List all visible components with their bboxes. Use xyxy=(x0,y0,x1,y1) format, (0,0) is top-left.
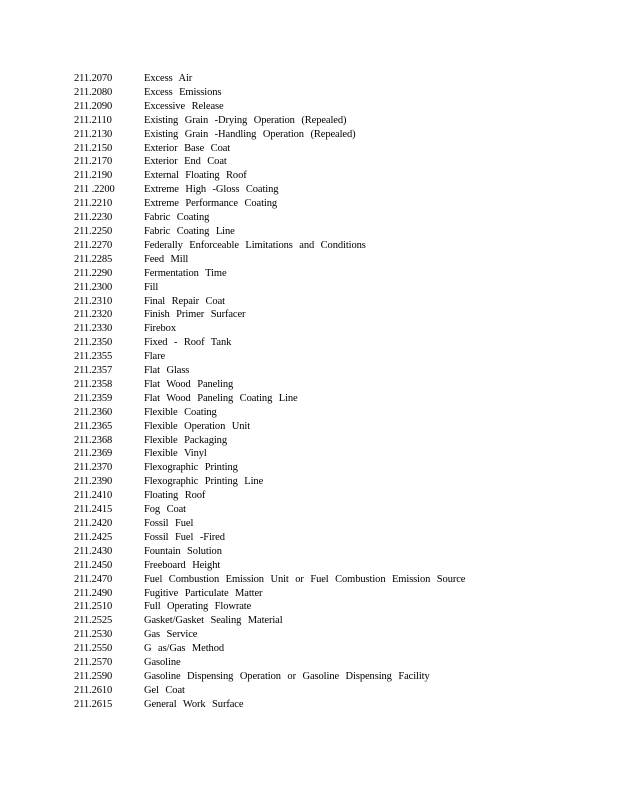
list-item xyxy=(74,656,594,670)
list-item xyxy=(74,267,594,281)
defined-term: Extreme High -Gloss Coating xyxy=(144,184,279,196)
defined-term: Flexible Coating xyxy=(144,406,217,418)
section-number: 211.2470 xyxy=(74,573,113,585)
defined-term: Fabric Coating xyxy=(144,212,210,224)
defined-term: Existing Grain -Drying Operation (Repealed) xyxy=(144,114,347,126)
list-item xyxy=(74,225,594,239)
section-number: 211.2420 xyxy=(74,518,113,529)
section-number: 211.2285 xyxy=(74,253,113,265)
defined-term: Federally Enforceable Limitations and Conditions xyxy=(144,239,366,251)
list-item xyxy=(74,295,594,309)
section-number: 211.2530 xyxy=(74,629,113,641)
defined-term: Fixed - Roof Tank xyxy=(144,337,232,349)
section-number: 211.2359 xyxy=(74,392,113,404)
defined-term: Flat Wood Paneling xyxy=(144,378,234,390)
section-number: 211.2590 xyxy=(74,670,113,682)
section-number: 211.2360 xyxy=(74,406,113,418)
list-item xyxy=(74,447,594,461)
section-number: 211.2490 xyxy=(74,587,113,599)
list-item xyxy=(74,587,594,601)
section-number: 211.2130 xyxy=(74,128,113,140)
defined-term: Finish Primer Surfacer xyxy=(144,309,246,321)
list-item xyxy=(74,197,594,211)
list-item xyxy=(74,100,594,114)
list-item xyxy=(74,420,594,434)
defined-term: External Floating Roof xyxy=(144,170,247,182)
defined-term: Floating Roof xyxy=(144,490,206,502)
section-number: 211.2357 xyxy=(74,365,113,377)
section-number: 211.2300 xyxy=(74,281,113,293)
defined-term: Exterior End Coat xyxy=(144,156,227,168)
list-item xyxy=(74,350,594,364)
section-number: 211.2358 xyxy=(74,378,113,390)
defined-term: Fugitive Particulate Matter xyxy=(144,587,263,599)
section-number: 211.2070 xyxy=(74,73,113,84)
list-item xyxy=(74,684,594,698)
section-number: 211.2250 xyxy=(74,225,113,237)
defined-term: Fossil Fuel -Fired xyxy=(144,531,225,543)
list-item xyxy=(74,545,594,559)
defined-term: Freeboard Height xyxy=(144,559,221,571)
section-number: 211.2390 xyxy=(74,476,113,488)
defined-term: Flare xyxy=(144,351,166,363)
list-item xyxy=(74,114,594,128)
defined-term: Fog Coat xyxy=(144,504,186,516)
section-number: 211 .2200 xyxy=(74,184,115,196)
list-item xyxy=(74,72,594,86)
list-item xyxy=(74,253,594,267)
section-number: 211.2330 xyxy=(74,323,113,335)
defined-term: Existing Grain -Handling Operation (Repealed) xyxy=(144,128,356,140)
section-number: 211.2320 xyxy=(74,309,113,321)
section-number: 211.2350 xyxy=(74,337,113,349)
defined-term: Gasket/Gasket Sealing Material xyxy=(144,615,283,627)
section-number: 211.2425 xyxy=(74,531,113,543)
section-number: 211.2270 xyxy=(74,239,113,251)
defined-term: Extreme Performance Coating xyxy=(144,198,278,210)
section-number: 211.2430 xyxy=(74,545,113,557)
section-number: 211.2410 xyxy=(74,490,113,502)
list-item xyxy=(74,614,594,628)
defined-term: Final Repair Coat xyxy=(144,295,225,307)
defined-term: Gasoline Dispensing Operation or Gasoline Dispensing Facility xyxy=(144,670,430,682)
list-item xyxy=(74,308,594,322)
defined-term: Fermentation Time xyxy=(144,267,227,279)
section-number: 211.2615 xyxy=(74,698,113,710)
list-item xyxy=(74,142,594,156)
defined-term: Exterior Base Coat xyxy=(144,142,231,154)
defined-term: Gas Service xyxy=(144,629,198,641)
section-number: 211.2370 xyxy=(74,462,113,474)
defined-term: Flexographic Printing xyxy=(144,462,238,474)
list-item xyxy=(74,698,594,712)
list-item xyxy=(74,155,594,169)
list-item xyxy=(74,378,594,392)
list-item xyxy=(74,628,594,642)
section-number: 211.2510 xyxy=(74,601,113,613)
section-number: 211.2450 xyxy=(74,559,113,571)
definitions-list xyxy=(74,72,594,712)
section-number: 211.2415 xyxy=(74,504,113,516)
section-number: 211.2210 xyxy=(74,198,113,210)
defined-term: General Work Surface xyxy=(144,698,244,710)
list-item xyxy=(74,128,594,142)
list-item xyxy=(74,531,594,545)
list-item xyxy=(74,573,594,587)
section-number: 211.2570 xyxy=(74,657,113,669)
defined-term: Flat Wood Paneling Coating Line xyxy=(144,392,298,404)
section-number: 211.2190 xyxy=(74,170,113,182)
section-number: 211.2110 xyxy=(74,114,112,126)
defined-term: Flat Glass xyxy=(144,365,190,377)
defined-term: Fountain Solution xyxy=(144,545,222,557)
section-number: 211.2170 xyxy=(74,156,113,168)
defined-term: Full Operating Flowrate xyxy=(144,601,252,613)
defined-term: Flexible Operation Unit xyxy=(144,420,251,432)
section-number: 211.2090 xyxy=(74,100,113,112)
section-number: 211.2369 xyxy=(74,448,113,460)
section-number: 211.2310 xyxy=(74,295,113,307)
defined-term: Fabric Coating Line xyxy=(144,225,235,237)
defined-term: Excessive Release xyxy=(144,100,224,112)
section-number: 211.2368 xyxy=(74,434,113,446)
defined-term: Gasoline xyxy=(144,657,181,669)
section-number: 211.2610 xyxy=(74,684,113,696)
section-number: 211.2290 xyxy=(74,267,113,279)
list-item xyxy=(74,642,594,656)
defined-term: Fuel Combustion Emission Unit or Fuel Combustion Emission Source xyxy=(144,573,466,585)
list-item xyxy=(74,517,594,531)
list-item xyxy=(74,169,594,183)
list-item xyxy=(74,183,594,197)
defined-term: Gel Coat xyxy=(144,684,185,696)
defined-term: Flexible Vinyl xyxy=(144,448,207,460)
list-item xyxy=(74,392,594,406)
section-number: 211.2365 xyxy=(74,420,113,432)
defined-term: Fossil Fuel xyxy=(144,518,194,529)
list-item xyxy=(74,461,594,475)
list-item xyxy=(74,86,594,100)
list-item xyxy=(74,434,594,448)
defined-term: Flexographic Printing Line xyxy=(144,476,264,488)
list-item xyxy=(74,600,594,614)
list-item xyxy=(74,559,594,573)
section-number: 211.2150 xyxy=(74,142,113,154)
section-number: 211.2080 xyxy=(74,86,113,98)
list-item xyxy=(74,239,594,253)
list-item xyxy=(74,670,594,684)
list-item xyxy=(74,211,594,225)
list-item xyxy=(74,503,594,517)
list-item xyxy=(74,336,594,350)
section-number: 211.2230 xyxy=(74,212,113,224)
defined-term: Excess Emissions xyxy=(144,86,222,98)
section-number: 211.2525 xyxy=(74,615,113,627)
defined-term: Firebox xyxy=(144,323,176,335)
list-item xyxy=(74,406,594,420)
list-item xyxy=(74,322,594,336)
list-item xyxy=(74,364,594,378)
defined-term: Fill xyxy=(144,281,159,293)
defined-term: Excess Air xyxy=(144,73,193,84)
list-item xyxy=(74,489,594,503)
defined-term: Flexible Packaging xyxy=(144,434,227,446)
section-number: 211.2550 xyxy=(74,643,113,655)
defined-term: Feed Mill xyxy=(144,253,189,265)
list-item xyxy=(74,475,594,489)
section-number: 211.2355 xyxy=(74,351,113,363)
defined-term: G as/Gas Method xyxy=(144,643,224,655)
list-item xyxy=(74,281,594,295)
